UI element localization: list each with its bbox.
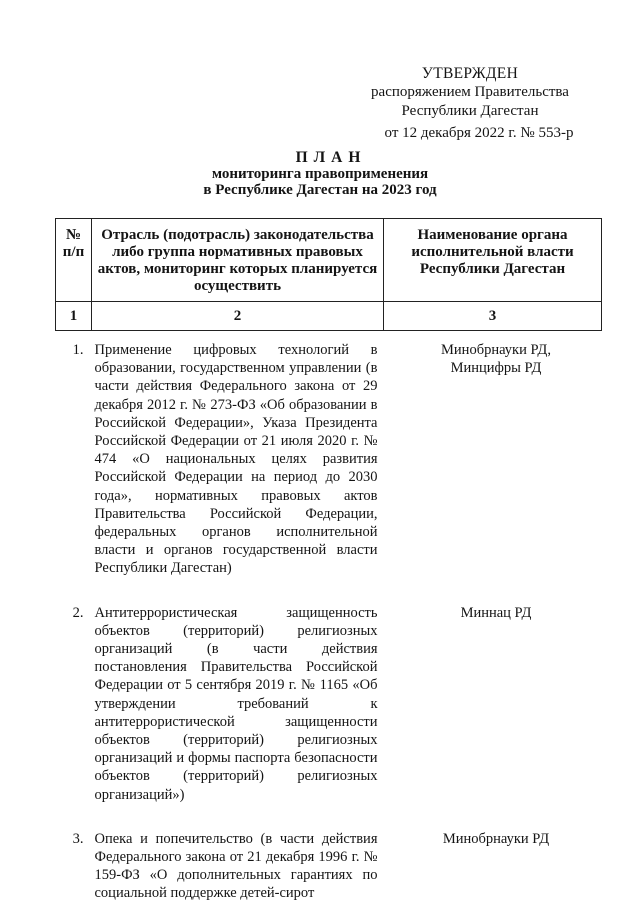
approval-date: от 12 декабря 2022 г. № 553-р <box>384 125 574 141</box>
row-number: 2. <box>72 604 84 621</box>
row-number: 1. <box>72 342 84 358</box>
row-authority-line: Минобрнауки РД, <box>441 342 551 358</box>
header-branch: Отрасль (подотрасль) законодательства либо группа нормативных правовых актов, мониторинг которых планируется осуществить <box>92 219 384 302</box>
title-line-2: в Республике Дагестан на 2023 год <box>203 182 437 198</box>
column-number: 2 <box>92 302 384 331</box>
column-number: 3 <box>384 302 602 331</box>
approval-region: Республики Дагестан <box>401 103 539 119</box>
approval-block <box>355 64 585 143</box>
row-authority <box>384 820 602 919</box>
approval-title: УТВЕРЖДЕН <box>421 65 519 82</box>
row-authority-line: Минцифры РД <box>450 360 542 377</box>
header-number: № п/п <box>56 219 92 302</box>
table-row <box>56 820 602 919</box>
approval-authority: распоряжением Правительства <box>371 84 569 100</box>
row-authority <box>384 594 602 820</box>
row-authority-line: Минобрнауки РД <box>442 830 550 847</box>
title-plan: ПЛАН <box>295 149 367 166</box>
table-header-row <box>56 219 602 302</box>
table-row <box>56 331 602 594</box>
column-numbers-row <box>56 302 602 331</box>
row-text: Антитеррористическая защищенность объектов (территорий) религиозных организаций (в части действия постановления Правительства Российской Федерации от 5 сентября 2019 г. № 1165 «Об утверждении требований к антитеррористической защищенности объектов (территорий) религиозных организаций и формы паспорта безопасности объектов (территорий) религиозных организаций») <box>94 604 378 803</box>
column-number: 1 <box>56 302 92 331</box>
header-authority: Наименование органа исполнительной власти Республики Дагестан <box>384 219 602 302</box>
row-authority <box>384 331 602 594</box>
row-number: 3. <box>72 830 84 847</box>
title-line-1: мониторинга правоприменения <box>211 166 429 182</box>
document-title <box>0 150 640 198</box>
table-row <box>56 594 602 820</box>
monitoring-plan-table <box>55 218 602 919</box>
row-authority-line: Миннац РД <box>460 604 532 621</box>
row-text: Опека и попечительство (в части действия Федерального закона от 21 декабря 1996 г. № 159-ФЗ «О дополнительных гарантиях по социальной поддержке детей-сирот <box>94 830 378 902</box>
row-text: Применение цифровых технологий в образовании, государственном управлении (в части действия Федерального закона от 29 декабря 2012 г. № 273-ФЗ «Об образовании в Российской Федерации», Указа Президента Российской Федерации от 21 июля 2020 г. № 474 «О национальных целях развития Российской Федерации на период до 2030 года», нормативных правовых актов Правительства Российской Федерации, федеральных органов исполнительной власти и органов государственной власти Республики Дагестан) <box>94 342 378 577</box>
